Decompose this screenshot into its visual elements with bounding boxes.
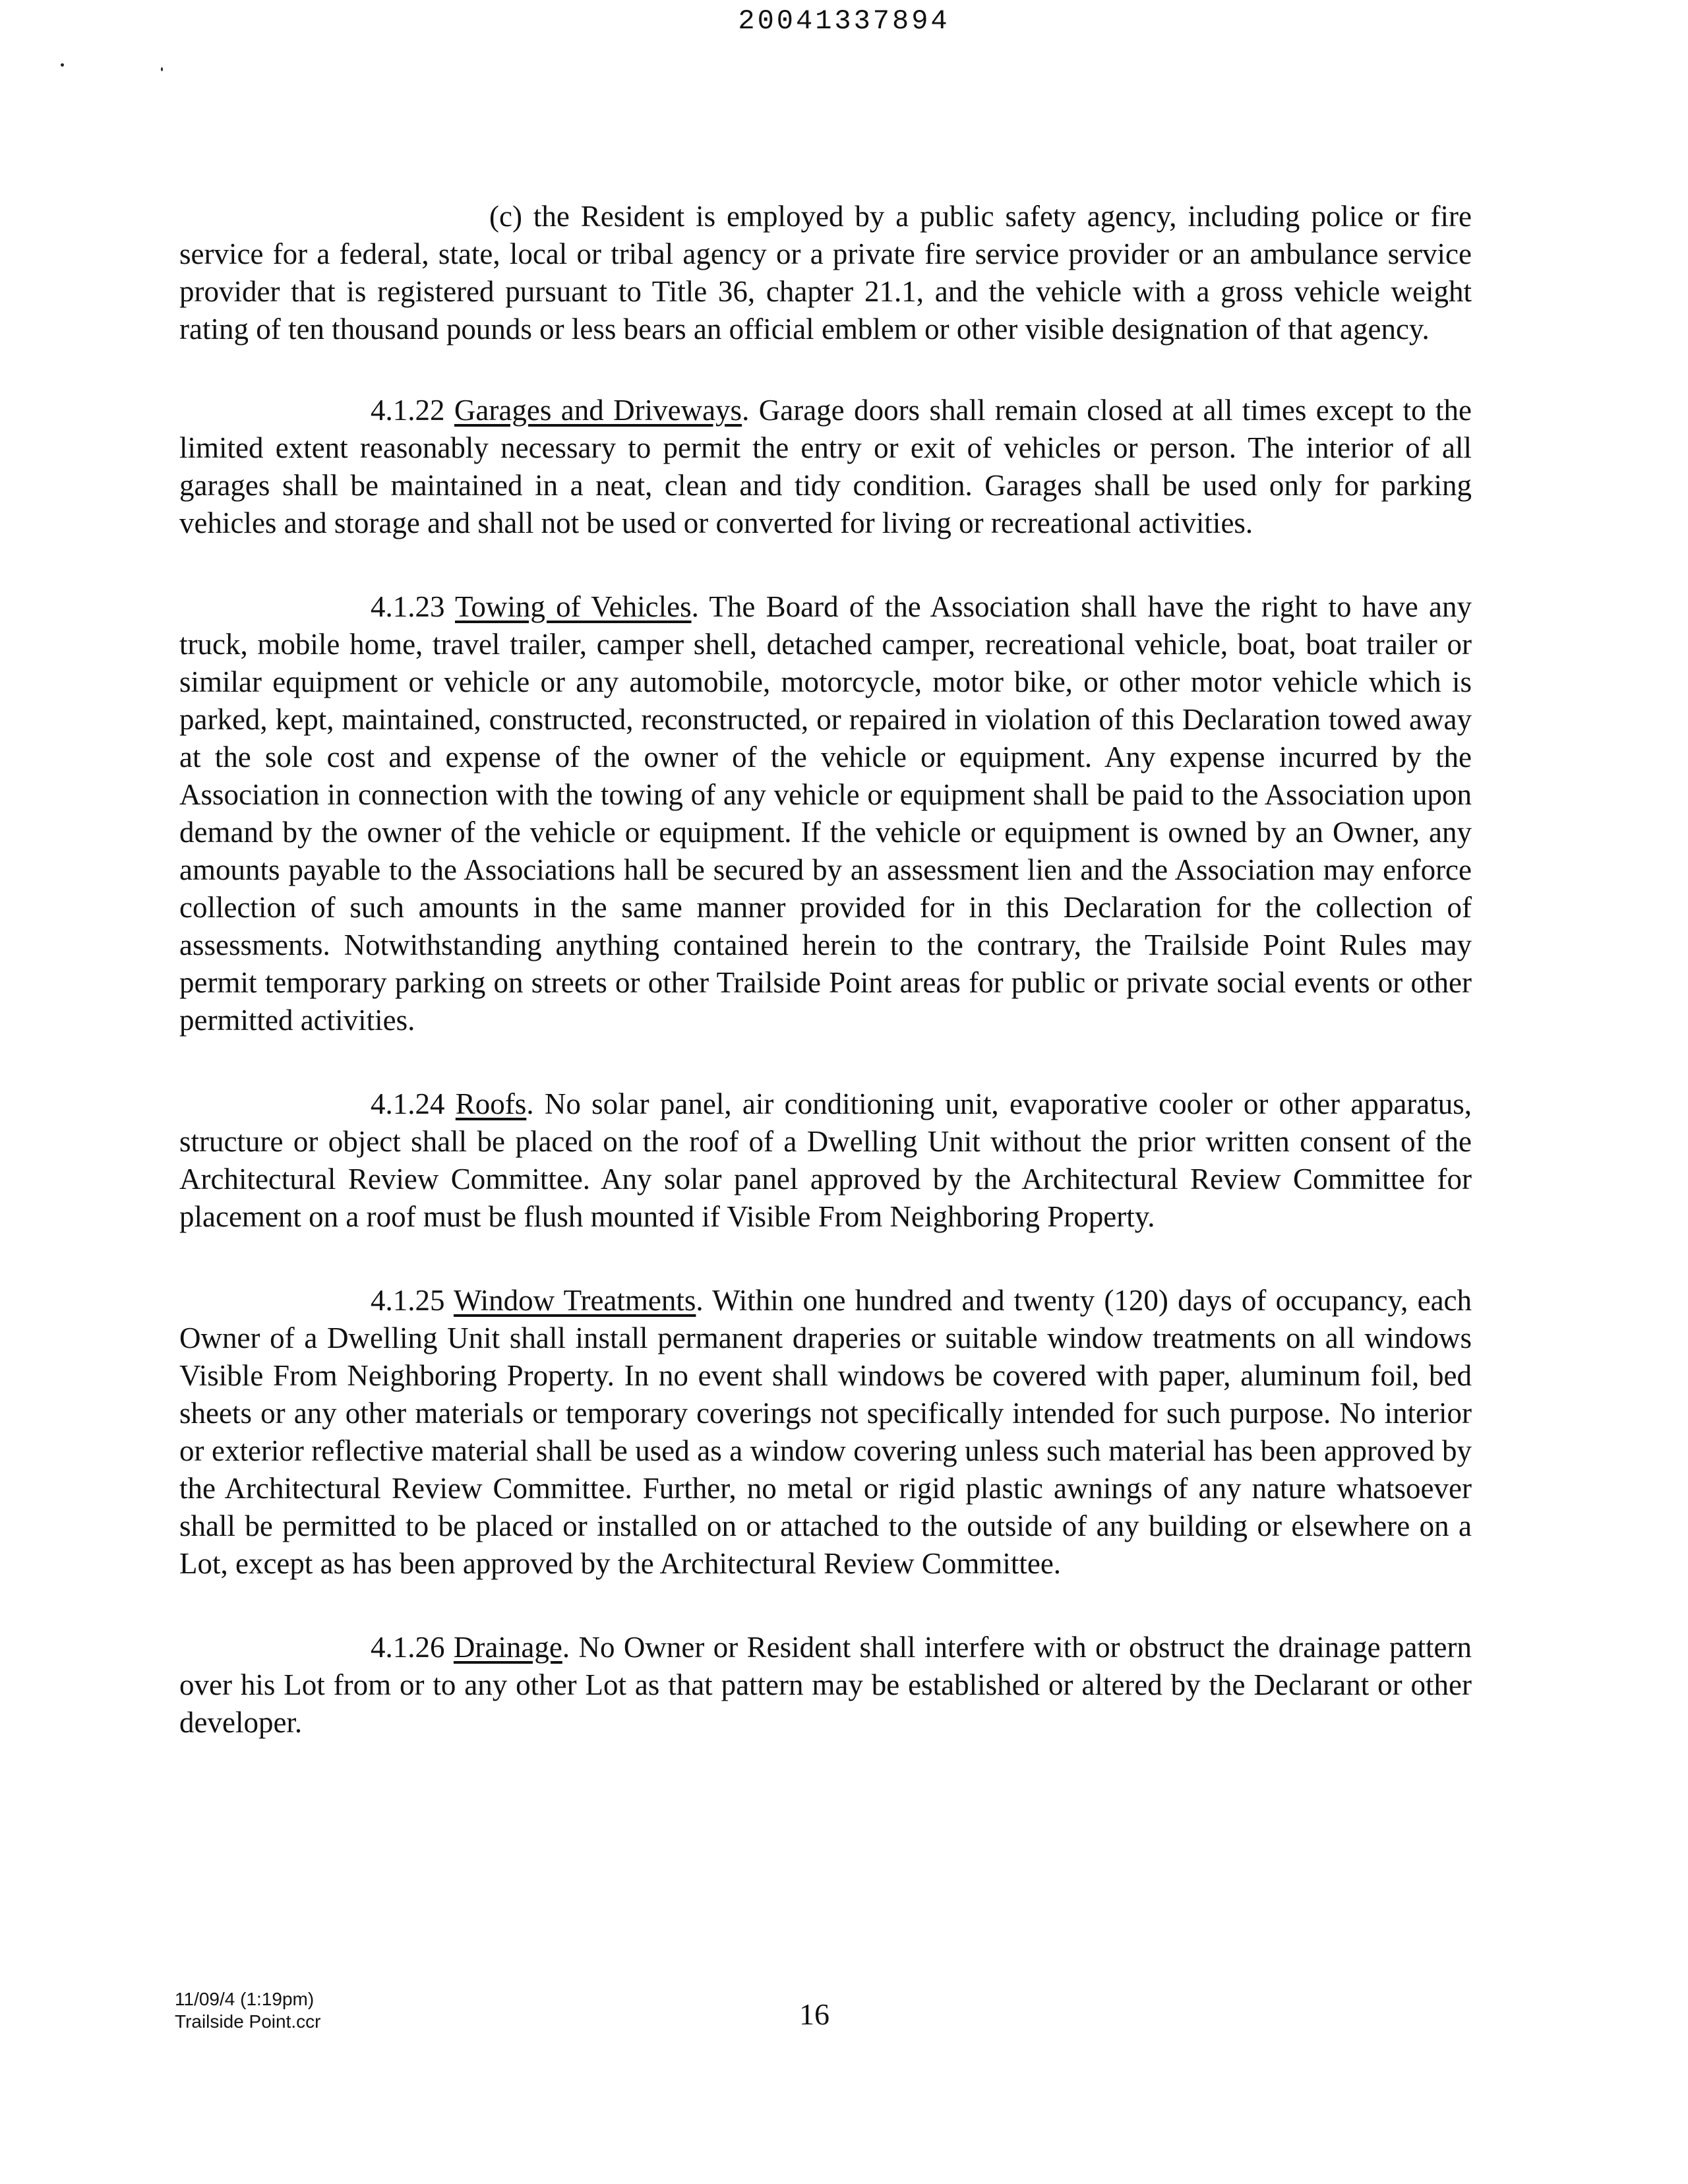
scan-speck	[161, 67, 163, 71]
paragraph-c-text: (c) the Resident is employed by a public safety agency, including police or fire service for a federal, state, local or tribal agency or a private fire service provider or an ambulance service provider that is registered pursuant to Title 36, chapter 21.1, and the vehicle with a gross vehicle weight rating of ten thousand pounds or less bears an official emblem or other visible designation of that agency.	[179, 200, 1472, 346]
section-heading-towing: Towing of Vehicles	[455, 590, 692, 623]
paragraph-c	[179, 198, 1472, 348]
section-number: 4.1.25	[371, 1284, 445, 1317]
section-4-1-24: 4.1.24 Roofs. No solar panel, air conditioning unit, evaporative cooler or other apparatus, structure or object shall be placed on the roof of a Dwelling Unit without the prior written consent of the Architectural Review Committee. Any solar panel approved by the Architectural Review Committee for placement on a roof must be flush mounted if Visible From Neighboring Property.	[179, 1087, 1472, 1233]
section-heading-garages: Garages and Driveways	[454, 394, 742, 427]
section-4-1-26: 4.1.26 Drainage. No Owner or Resident shall interfere with or obstruct the drainage pattern over his Lot from or to any other Lot as that pattern may be established or altered by the Declarant or other developer.	[179, 1631, 1472, 1739]
section-number: 4.1.24	[371, 1087, 445, 1120]
footer-filename: Trailside Point.ccr	[175, 2011, 321, 2032]
section-4-1-22: 4.1.22 Garages and Driveways. Garage doors shall remain closed at all times except to the limited extent reasonably necessary to permit the entry or exit of vehicles or person. The interior of all garages shall be maintained in a neat, clean and tidy condition. Garages shall be used only for parking vehicles and storage and shall not be used or converted for living or recreational activities.	[179, 394, 1472, 539]
scan-speck	[61, 63, 64, 67]
section-4-1-23: 4.1.23 Towing of Vehicles. The Board of the Association shall have the right to have any truck, mobile home, travel trailer, camper shell, detached camper, recreational vehicle, boat, boat trailer or similar equipment or vehicle or any automobile, motorcycle, motor bike, or other motor vehicle which is parked, kept, maintained, constructed, reconstructed, or repaired in violation of this Declaration towed away at the sole cost and expense of the owner of the vehicle or equipment. Any expense incurred by the Association in connection with the towing of any vehicle or equipment shall be paid to the Association upon demand by the owner of the vehicle or equipment. If the vehicle or equipment is owned by an Owner, any amounts payable to the Associations hall be secured by an assessment lien and the Association may enforce collection of such amounts in the same manner provided for in this Declaration for the collection of assessments. Notwithstanding anything contained herein to the contrary, the Trailside Point Rules may permit temporary parking on streets or other Trailside Point areas for public or private social events or other permitted activities.	[179, 590, 1472, 1037]
footer-date: 11/09/4 (1:19pm)	[175, 1989, 315, 2009]
section-heading-window-treatments: Window Treatments	[453, 1284, 696, 1317]
section-heading-roofs: Roofs	[455, 1087, 527, 1120]
section-text: The Board of the Association shall have the right to have any truck, mobile home, travel trailer, camper shell, detached camper, recreational vehicle, boat, boat trailer or similar equipment or vehicle or any automobile, motorcycle, motor bike, or other motor vehicle which is parked, kept, maintained, constructed, reconstructed, or repaired in violation of this Declaration towed away at the sole cost and expense of the owner of the vehicle or equipment. Any expense incurred by the Association in connection with the towing of any vehicle or equipment shall be paid to the Association upon demand by the owner of the vehicle or equipment. If the vehicle or equipment is owned by an Owner, any amounts payable to the Associations hall be secured by an assessment lien and the Association may enforce collection of such amounts in the same manner provided for in this Declaration for the collection of assessments. Notwithstanding anything contained herein to the contrary, the Trailside Point Rules may permit temporary parking on streets or other Trailside Point areas for public or private social events or other permitted activities.	[179, 590, 1472, 1037]
section-number: 4.1.26	[371, 1631, 445, 1664]
section-heading-drainage: Drainage	[453, 1631, 562, 1664]
section-text: Garage doors shall remain closed at all times except to the limited extent reasonably necessary to permit the entry or exit of vehicles or person. The interior of all garages shall be maintained in a neat, clean and tidy condition. Garages shall be used only for parking vehicles and storage and shall not be used or converted for living or recreational activities.	[179, 394, 1472, 539]
section-4-1-25: 4.1.25 Window Treatments. Within one hundred and twenty (120) days of occupancy, each Owner of a Dwelling Unit shall install permanent draperies or suitable window treatments on all windows Visible From Neighboring Property. In no event shall windows be covered with paper, aluminum foil, bed sheets or any other materials or temporary coverings not specifically intended for such purpose. No interior or exterior reflective material shall be used as a window covering unless such material has been approved by the Architectural Review Committee. Further, no metal or rigid plastic awnings of any nature whatsoever shall be permitted to be placed or installed on or attached to the outside of any building or elsewhere on a Lot, except as has been approved by the Architectural Review Committee.	[179, 1284, 1472, 1580]
section-number: 4.1.22	[371, 394, 445, 427]
section-number: 4.1.23	[371, 590, 445, 623]
page-number: 16	[799, 1997, 829, 2031]
section-text: Within one hundred and twenty (120) days of occupancy, each Owner of a Dwelling Unit shall install permanent draperies or suitable window treatments on all windows Visible From Neighboring Property. In no event shall windows be covered with paper, aluminum foil, bed sheets or any other materials or temporary coverings not specifically intended for such purpose. No interior or exterior reflective material shall be used as a window covering unless such material has been approved by the Architectural Review Committee. Further, no metal or rigid plastic awnings of any nature whatsoever shall be permitted to be placed or installed on or attached to the outside of any building or elsewhere on a Lot, except as has been approved by the Architectural Review Committee.	[179, 1284, 1472, 1580]
document-body	[179, 198, 1472, 1788]
section-text: No solar panel, air conditioning unit, evaporative cooler or other apparatus, structure or object shall be placed on the roof of a Dwelling Unit without the prior written consent of the Architectural Review Committee. Any solar panel approved by the Architectural Review Committee for placement on a roof must be flush mounted if Visible From Neighboring Property.	[179, 1087, 1472, 1233]
section-text: No Owner or Resident shall interfere with or obstruct the drainage pattern over his Lot from or to any other Lot as that pattern may be established or altered by the Declarant or other developer.	[179, 1631, 1472, 1739]
document-number: 20041337894	[738, 5, 950, 37]
